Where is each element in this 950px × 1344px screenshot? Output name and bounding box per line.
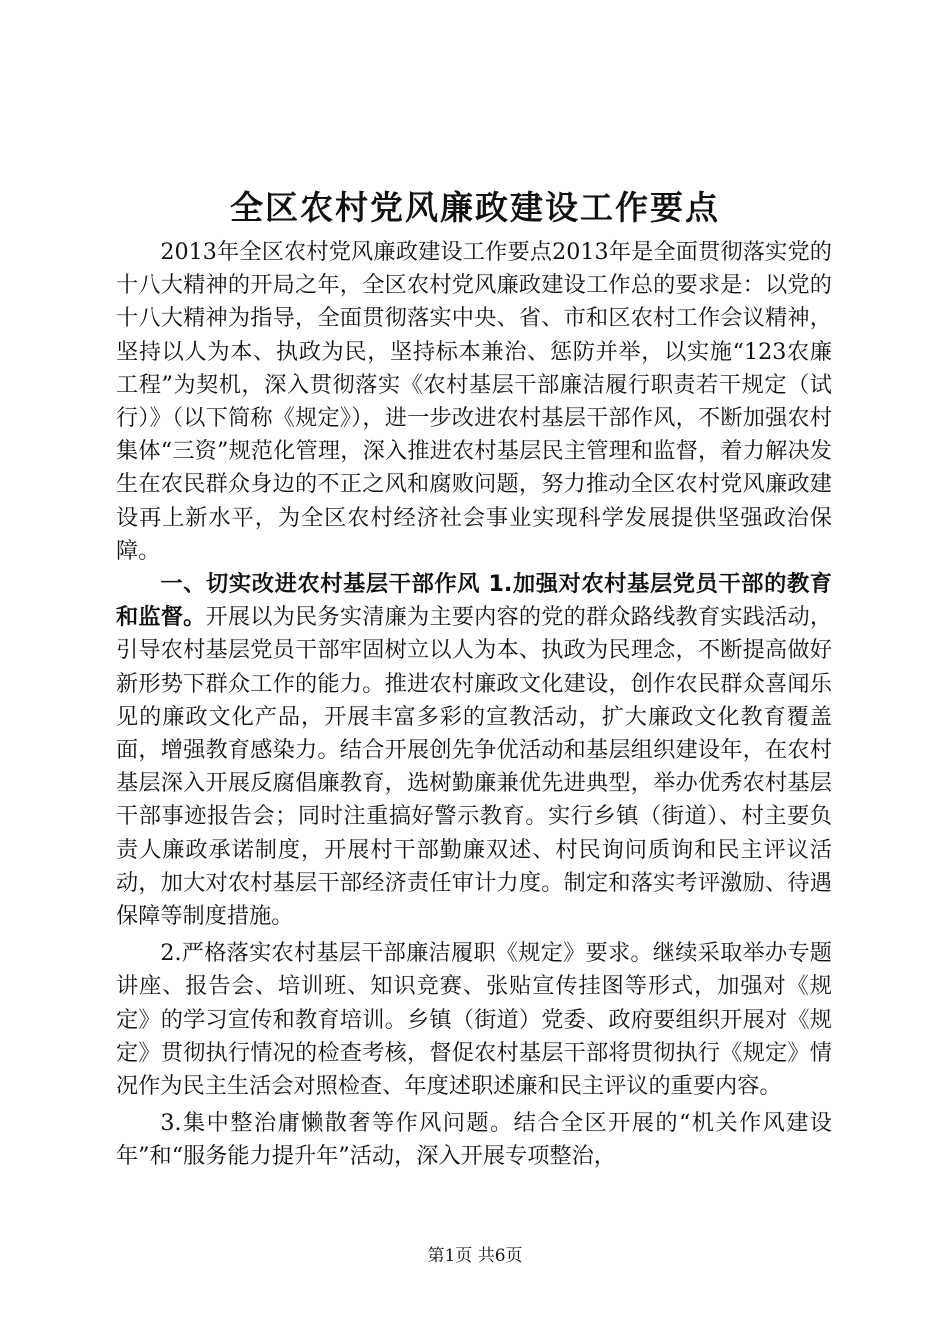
section-heading: 一、切实改进农村基层干部作风 1.加强对农村基层党员干部的教育和监督。 [116, 571, 832, 631]
paragraph-section-1 [116, 568, 832, 933]
document-body [116, 236, 832, 1174]
paragraph-item-3 [116, 1107, 832, 1173]
page-footer: 第1页 共6页 [427, 1246, 523, 1266]
paragraph-text: 2.严格落实农村基层干部廉洁履职《规定》要求。继续采取举办专题讲座、报告会、培训班、知识竞赛、张贴宣传挂图等形式，加强对《规定》的学习宣传和教育培训。乡镇（街道）党委、政府要组织开展对《规定》贯彻执行情况的检查考核，督促农村基层干部将贯彻执行《规定》情况作为民主生活会对照检查、年度述职述廉和民主评议的重要内容。 [116, 940, 832, 1100]
paragraph-text: 开展以为民务实清廉为主要内容的党的群众路线教育实践活动，引导农村基层党员干部牢固树立以人为本、执政为民理念，不断提高做好新形势下群众工作的能力。推进农村廉政文化建设，创作农民群众喜闻乐见的廉政文化产品，开展丰富多彩的宣教活动，扩大廉政文化教育覆盖面，增强教育感染力。结合开展创先争优活动和基层组织建设年，在农村基层深入开展反腐倡廉教育，选树勤廉兼优先进典型，举办优秀农村基层干部事迹报告会；同时注重搞好警示教育。实行乡镇（街道）、村主要负责人廉政承诺制度，开展村干部勤廉双述、村民询问质询和民主评议活动，加大对农村基层干部经济责任审计力度。制定和落实考评激励、待遇保障等制度措施。 [116, 604, 833, 930]
paragraph-text: 2013年全区农村党风廉政建设工作要点2013年是全面贯彻落实党的十八大精神的开局之年，全区农村党风廉政建设工作总的要求是：以党的十八大精神为指导，全面贯彻落实中央、省、市和区农村工作会议精神，坚持以人为本、执政为民，坚持标本兼治、惩防并举，以实施“123农廉工程”为契机，深入贯彻落实《农村基层干部廉洁履行职责若干规定（试行）》（以下简称《规定》），进一步改进农村基层干部作风，不断加强农村集体“三资”规范化管理，深入推进农村基层民主管理和监督，着力解决发生在农民群众身边的不正之风和腐败问题，努力推动全区农村党风廉政建设再上新水平，为全区农村经济社会事业实现科学发展提供坚强政治保障。 [116, 239, 832, 564]
paragraph-intro [116, 236, 832, 568]
paragraph-item-2 [116, 937, 832, 1103]
document-title: 全区农村党风廉政建设工作要点 [230, 188, 720, 227]
paragraph-text: 3.集中整治庸懒散奢等作风问题。结合全区开展的“机关作风建设年”和“服务能力提升年”活动，深入开展专项整治， [116, 1110, 832, 1170]
